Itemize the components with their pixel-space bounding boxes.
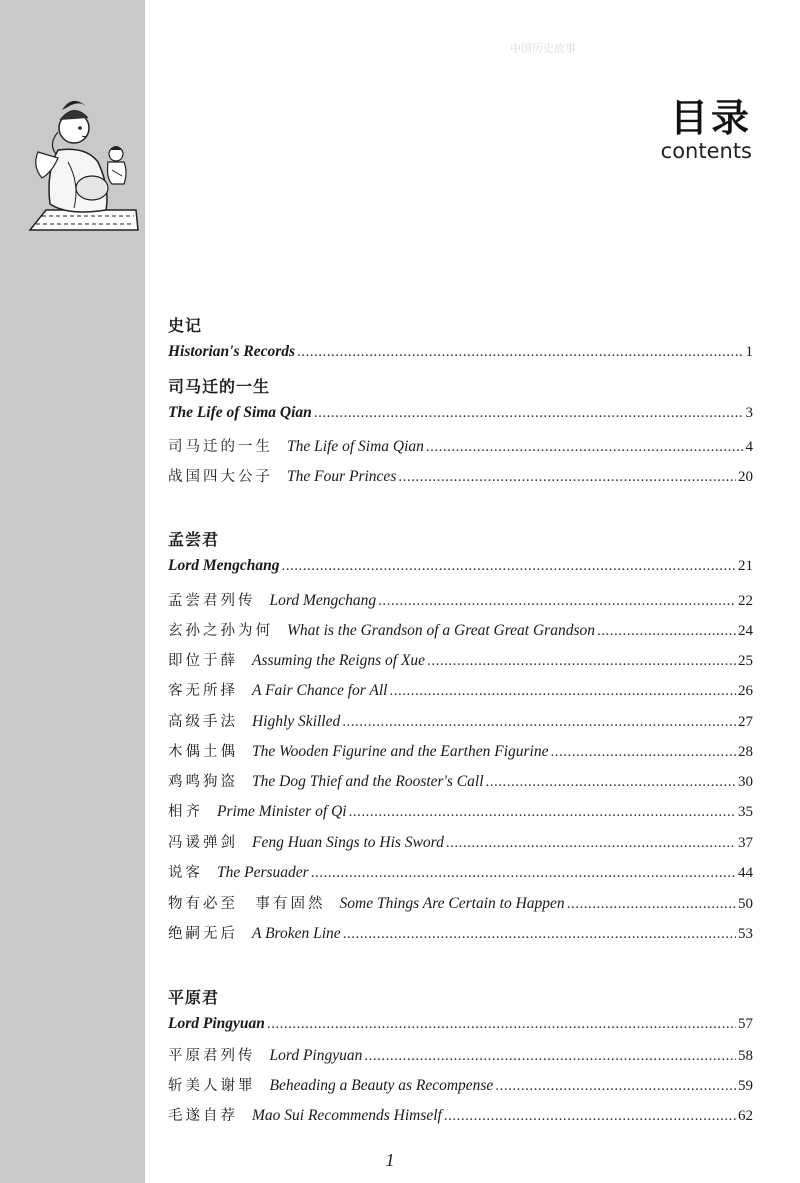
entry-chinese-title: 冯谖弹剑	[168, 835, 238, 851]
entry-english-title: What is the Grandson of a Great Great Grandson	[287, 622, 595, 639]
entry-english-title: Prime Minister of Qi	[217, 803, 347, 820]
entry-page-number: 58	[738, 1048, 753, 1064]
entry-page-number: 37	[738, 835, 753, 851]
left-margin-band	[0, 0, 145, 1183]
dot-leader	[444, 1108, 736, 1125]
toc-entry[interactable]	[168, 404, 753, 428]
entry-english-title: The Four Princes	[287, 468, 397, 485]
entry-page-number: 25	[738, 653, 753, 669]
dot-leader	[342, 714, 736, 731]
entry-chinese-title: 绝嗣无后	[168, 926, 238, 942]
entry-english-title: The Persuader	[217, 864, 309, 881]
toc-entry[interactable]	[168, 740, 753, 764]
entry-chinese-title: 木偶土偶	[168, 744, 238, 760]
entry-chinese-title: 毛遂自荐	[168, 1108, 238, 1124]
dot-leader	[349, 804, 736, 821]
entry-chinese-title: 说客	[168, 865, 203, 881]
toc-entry[interactable]	[168, 343, 753, 367]
entry-page-number: 24	[738, 623, 753, 639]
entry-page-number: 4	[745, 439, 753, 455]
entry-chinese-title: 司马迁的一生	[168, 439, 273, 455]
entry-english-title: Beheading a Beauty as Recompense	[269, 1077, 494, 1094]
dot-leader	[446, 835, 736, 852]
toc-entry[interactable]	[168, 619, 753, 643]
entry-english-title: Lord Pingyuan	[269, 1047, 363, 1064]
entry-chinese-title: 玄孙之孙为何	[168, 623, 273, 639]
dot-leader	[364, 1048, 736, 1065]
toc-section-heading	[168, 985, 753, 1009]
entry-english-title: Mao Sui Recommends Himself	[252, 1107, 442, 1124]
entry-chinese-title: 孟尝君列传	[168, 593, 256, 609]
entry-english-title: A Fair Chance for All	[252, 682, 388, 699]
toc-entry[interactable]	[168, 831, 753, 855]
entry-english-title: Lord Mengchang	[269, 592, 377, 609]
entry-chinese-title: 即位于薛	[168, 653, 238, 669]
dot-leader	[282, 558, 736, 575]
dot-leader	[597, 623, 736, 640]
toc-entry[interactable]	[168, 1044, 753, 1068]
toc-section-heading	[168, 313, 753, 337]
toc-entry[interactable]	[168, 649, 753, 673]
toc-entry[interactable]	[168, 800, 753, 824]
dot-leader	[267, 1016, 736, 1033]
entry-english-title: Highly Skilled	[252, 713, 341, 730]
contents-heading	[661, 96, 752, 162]
dot-leader	[343, 926, 736, 943]
toc-entry[interactable]	[168, 861, 753, 885]
dot-leader	[426, 439, 744, 456]
dot-leader	[378, 593, 736, 610]
entry-chinese-title: 平原君列传	[168, 1048, 256, 1064]
dot-leader	[427, 653, 736, 670]
entry-page-number: 50	[738, 896, 753, 912]
entry-chinese-title: 孟尝君	[168, 530, 220, 549]
entry-page-number: 44	[738, 865, 753, 881]
entry-chinese-title: 客无所择	[168, 683, 238, 699]
entry-chinese-title: 高级手法	[168, 714, 238, 730]
entry-chinese-title: 史记	[168, 316, 203, 335]
toc-entry[interactable]	[168, 557, 753, 581]
heading-english: contents	[660, 139, 752, 163]
dot-leader	[398, 469, 736, 486]
entry-page-number: 30	[738, 774, 753, 790]
dot-leader	[486, 774, 736, 791]
dot-leader	[495, 1078, 736, 1095]
toc-entry[interactable]	[168, 679, 753, 703]
entry-page-number: 53	[738, 926, 753, 942]
entry-page-number: 62	[738, 1108, 753, 1124]
page-number: 1	[385, 1150, 395, 1170]
dot-leader	[550, 744, 736, 761]
entry-english-title: The Dog Thief and the Rooster's Call	[252, 773, 484, 790]
entry-english-title: The Wooden Figurine and the Earthen Figurine	[252, 743, 549, 760]
entry-chinese-title: 物有必至 事有固然	[168, 896, 326, 912]
entry-english-title: Assuming the Reigns of Xue	[252, 652, 426, 669]
entry-english-title: The Life of Sima Qian	[287, 438, 424, 455]
entry-chinese-title: 平原君	[168, 988, 220, 1007]
entry-page-number: 21	[738, 558, 753, 574]
entry-english-title: Feng Huan Sings to His Sword	[252, 834, 444, 851]
entry-chinese-title: 相齐	[168, 804, 203, 820]
entry-english-title: Lord Mengchang	[168, 557, 280, 574]
entry-page-number: 1	[745, 344, 753, 360]
dot-leader	[311, 865, 736, 882]
dot-leader	[314, 405, 744, 422]
toc-entry[interactable]	[168, 589, 753, 613]
entry-page-number: 22	[738, 593, 753, 609]
entry-chinese-title: 斩美人谢罪	[168, 1078, 256, 1094]
entry-page-number: 57	[738, 1016, 753, 1032]
toc-section-heading	[168, 374, 753, 398]
entry-page-number: 59	[738, 1078, 753, 1094]
entry-english-title: Historian's Records	[168, 343, 296, 360]
toc-entry[interactable]	[168, 465, 753, 489]
entry-english-title: The Life of Sima Qian	[168, 404, 312, 421]
entry-page-number: 20	[738, 469, 753, 485]
entry-english-title: A Broken Line	[252, 925, 341, 942]
entry-english-title: Some Things Are Certain to Happen	[339, 895, 565, 912]
toc-entry[interactable]	[168, 1074, 753, 1098]
entry-chinese-title: 鸡鸣狗盗	[168, 774, 238, 790]
dot-leader	[567, 896, 736, 913]
entry-page-number: 26	[738, 683, 753, 699]
toc-entry[interactable]	[168, 1015, 753, 1039]
dot-leader	[297, 344, 743, 361]
toc-entry[interactable]	[168, 770, 753, 794]
heading-chinese: 目录	[669, 96, 752, 140]
entry-chinese-title: 司马迁的一生	[168, 377, 271, 396]
entry-english-title: Lord Pingyuan	[168, 1015, 265, 1032]
entry-page-number: 35	[738, 804, 753, 820]
scholar-with-child-illustration	[28, 92, 140, 237]
running-header: 中国历史故事	[510, 42, 576, 55]
entry-chinese-title: 战国四大公子	[168, 469, 273, 485]
entry-page-number: 27	[738, 714, 753, 730]
dot-leader	[389, 683, 736, 700]
entry-page-number: 28	[738, 744, 753, 760]
entry-page-number: 3	[745, 405, 753, 421]
toc-entry[interactable]	[168, 710, 753, 734]
toc-entry[interactable]	[168, 922, 753, 946]
toc-entry[interactable]	[168, 435, 753, 459]
toc-entry[interactable]	[168, 892, 753, 916]
toc-entry[interactable]	[168, 1104, 753, 1128]
toc-section-heading	[168, 527, 753, 551]
